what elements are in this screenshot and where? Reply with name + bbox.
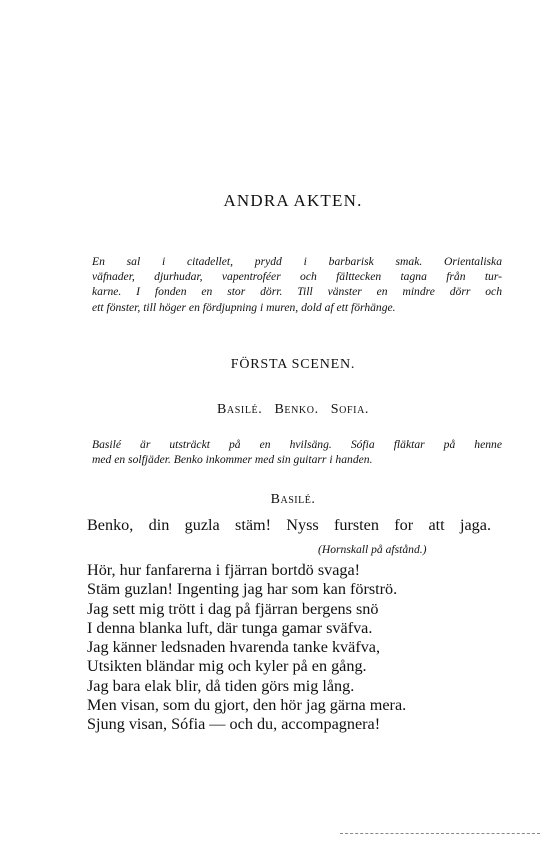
setting-line: karne. I fonden en stor dörr. Till vänster en mindre dörr och [92,285,502,299]
character-name: Sofia. [330,402,370,417]
verse-block [87,561,406,735]
stage-direction [92,437,502,467]
stage-direction-line: med en solfjäder. Benko inkommer med sin guitarr i handen. [92,453,373,467]
verse-line: I denna blanka luft, där tunga gamar sväfva. [87,618,373,637]
character-list [0,402,544,418]
verse-line: Sjung visan, Sófia — och du, accompagnera! [87,715,381,734]
setting-line: väfnader, djurhudar, vapentroféer och fälttecken tagna från tur- [92,270,502,284]
verse-line: Men visan, som du gjort, den hör jag gärna mera. [87,696,407,715]
page-bottom-rule [340,833,540,834]
setting-line: ett fönster, till höger en fördjupning i muren, dold af ett förhänge. [92,300,396,314]
act-title: ANDRA AKTEN. [223,191,363,210]
character-name: Basilé. [216,402,263,417]
verse-line: Jag sett mig trött i dag på fjärran bergens snö [87,599,379,618]
verse-line: Benko, din guzla stäm! Nyss fursten for att jaga. [87,516,491,534]
stage-direction-line: Basilé är utsträckt på en hvilsäng. Sófia fläktar på henne [92,438,502,451]
setting-line: En sal i citadellet, prydd i barbarisk smak. Orientaliska [92,255,502,268]
verse-line: Stäm guzlan! Ingenting jag har som kan förströ. [87,580,398,599]
verse-line: Hör, hur fanfarerna i fjärran bortdö svaga! [87,561,361,579]
character-name: Benko. [274,402,319,417]
verse-line: Jag bara elak blir, då tiden görs mig lång. [87,676,355,695]
verse-line: Jag känner ledsnaden hvarenda tanke kväfva, [87,638,381,657]
scene-title: FÖRSTA SCENEN. [230,357,356,372]
aside-direction: (Hornskall på afstånd.) [318,543,427,556]
verse-line: Utsikten bländar mig och kyler på en gång. [87,657,367,676]
speaker-name: Basilé. [270,492,316,507]
setting-description [92,254,502,315]
